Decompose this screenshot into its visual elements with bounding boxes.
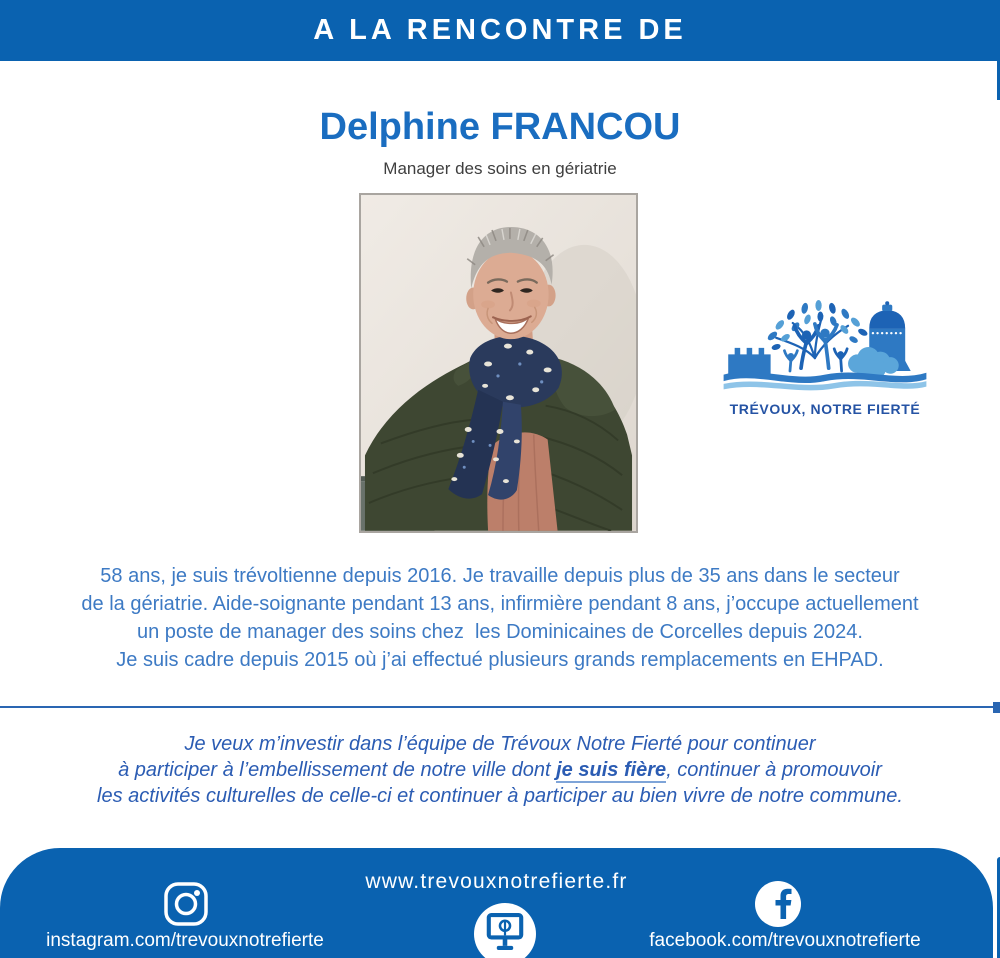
monitor-icon <box>484 910 526 958</box>
quote-line-segment: , continuer à promouvoir <box>666 759 882 781</box>
quote-line: les activités culturelles de celle-ci et continuer à participer au bien vivre de notre commune. <box>97 785 903 807</box>
quote-line <box>0 757 1000 783</box>
instagram-link[interactable]: instagram.com/trevouxnotrefierte <box>46 930 324 951</box>
quote-text <box>0 731 1000 809</box>
logo <box>706 296 944 444</box>
logo-caption: TRÉVOUX, NOTRE FIERTÉ <box>729 401 921 417</box>
quote-highlight: je suis fière <box>556 759 667 781</box>
logo-illustration <box>719 296 931 398</box>
footer <box>0 848 993 958</box>
facebook-icon[interactable] <box>755 881 801 927</box>
website-link[interactable]: www.trevouxnotrefierte.fr <box>365 870 628 893</box>
banner-title: A LA RENCONTRE DE <box>313 14 687 46</box>
quote-line-segment: à participer à l’embellissement de notre ville dont <box>118 759 557 781</box>
website-badge <box>474 903 536 958</box>
person-role: Manager des soins en gériatrie <box>383 159 617 178</box>
bio-line: de la gériatrie. Aide-soignante pendant 13 ans, infirmière pendant 8 ans, j’occupe actuellement <box>81 593 919 615</box>
facebook-link[interactable]: facebook.com/trevouxnotrefierte <box>649 930 921 951</box>
portrait-illustration <box>361 195 636 531</box>
instagram-icon[interactable] <box>164 882 208 926</box>
section-divider <box>0 706 1000 708</box>
person-name: Delphine FRANCOU <box>319 106 681 148</box>
bio-line: un poste de manager des soins chez les Dominicaines de Corcelles depuis 2024. <box>137 621 863 643</box>
bio-line: 58 ans, je suis trévoltienne depuis 2016. Je travaille depuis plus de 35 ans dans le secteur <box>100 565 900 587</box>
bio-text <box>0 562 1000 674</box>
next-slide-divider-tick <box>993 702 1000 713</box>
bio-line: Je suis cadre depuis 2015 où j’ai effectué plusieurs grands remplacements en EHPAD. <box>116 649 884 671</box>
portrait-photo <box>359 193 638 533</box>
quote-line: Je veux m’investir dans l’équipe de Trévoux Notre Fierté pour continuer <box>184 733 816 755</box>
banner <box>0 0 1000 61</box>
